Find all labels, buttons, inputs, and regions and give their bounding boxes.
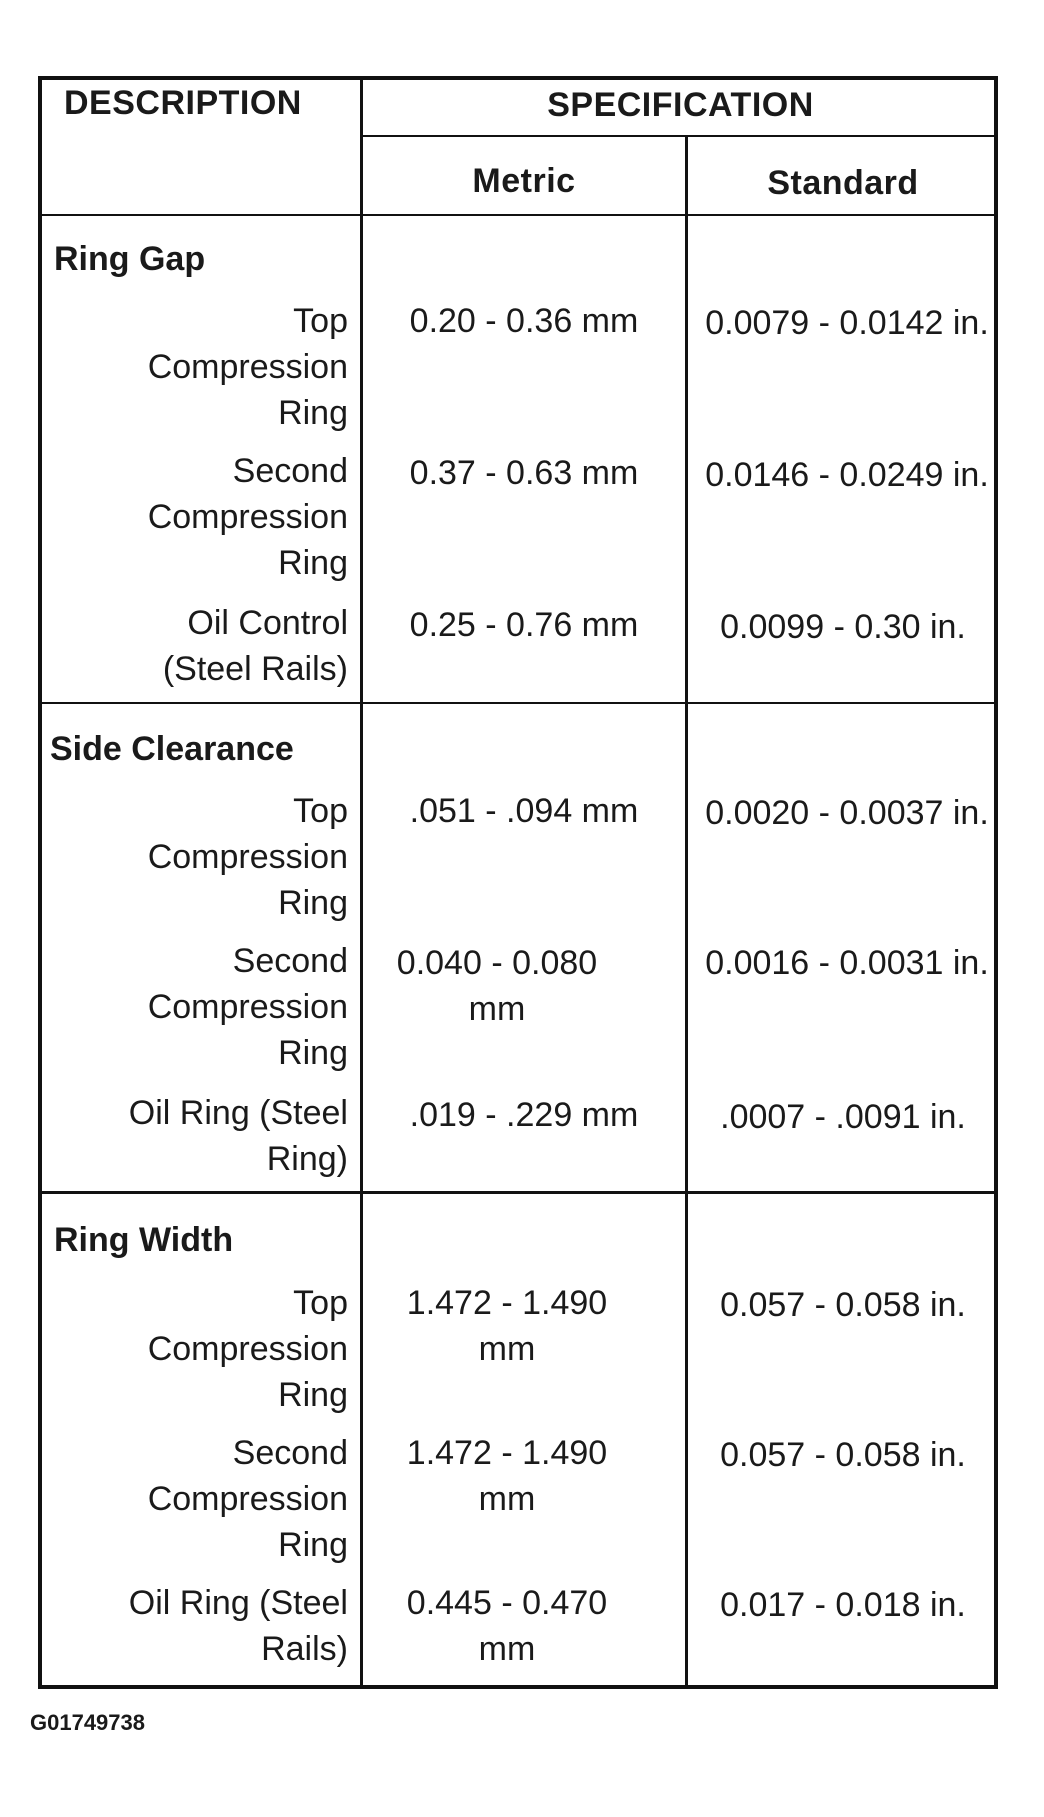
row-metric: 0.445 - 0.470 mm (406, 1584, 608, 1668)
row-description: Top Compression Ring (147, 792, 348, 922)
col-divider-metric (685, 136, 688, 1685)
header-description: DESCRIPTION (64, 84, 302, 122)
header-divider-bottom (42, 214, 998, 216)
row-description: Top Compression Ring (147, 302, 348, 432)
section-divider-2 (42, 1191, 998, 1194)
section-title: Ring Gap (54, 240, 206, 278)
row-standard: 0.057 - 0.058 in. (720, 1286, 966, 1324)
row-description: Oil Ring (Steel Rails) (128, 1584, 348, 1668)
header-specification: SPECIFICATION (547, 86, 814, 124)
row-standard: 0.017 - 0.018 in. (720, 1586, 966, 1624)
row-description: Second Compression Ring (147, 452, 348, 582)
row-metric: .051 - .094 mm (409, 792, 639, 830)
header-divider-top (363, 135, 998, 137)
row-metric: 1.472 - 1.490 mm (406, 1284, 608, 1368)
row-standard: 0.0146 - 0.0249 in. (705, 456, 989, 494)
row-standard: 0.0079 - 0.0142 in. (705, 304, 989, 342)
row-description: Second Compression Ring (147, 942, 348, 1072)
row-description: Second Compression Ring (147, 1434, 348, 1564)
section-title: Side Clearance (50, 730, 294, 768)
header-standard: Standard (767, 164, 919, 202)
spec-table (38, 76, 998, 1689)
row-standard: 0.057 - 0.058 in. (720, 1436, 966, 1474)
header-metric: Metric (472, 162, 576, 200)
figure-code: G01749738 (30, 1710, 145, 1735)
row-standard: 0.0020 - 0.0037 in. (705, 794, 989, 832)
section-title: Ring Width (54, 1221, 234, 1259)
row-standard: .0007 - .0091 in. (720, 1098, 966, 1136)
row-description: Oil Control (Steel Rails) (162, 604, 348, 688)
row-standard: 0.0099 - 0.30 in. (720, 608, 966, 646)
row-description: Top Compression Ring (147, 1284, 348, 1414)
row-metric: 0.20 - 0.36 mm (409, 302, 639, 340)
row-metric: 1.472 - 1.490 mm (406, 1434, 608, 1518)
row-metric: 0.25 - 0.76 mm (409, 606, 639, 644)
row-metric: 0.37 - 0.63 mm (409, 454, 639, 492)
row-description: Oil Ring (Steel Ring) (128, 1094, 348, 1178)
row-standard: 0.0016 - 0.0031 in. (705, 944, 989, 982)
row-metric: 0.040 - 0.080 mm (396, 944, 598, 1028)
section-divider-1 (42, 702, 998, 704)
row-metric: .019 - .229 mm (409, 1096, 639, 1134)
